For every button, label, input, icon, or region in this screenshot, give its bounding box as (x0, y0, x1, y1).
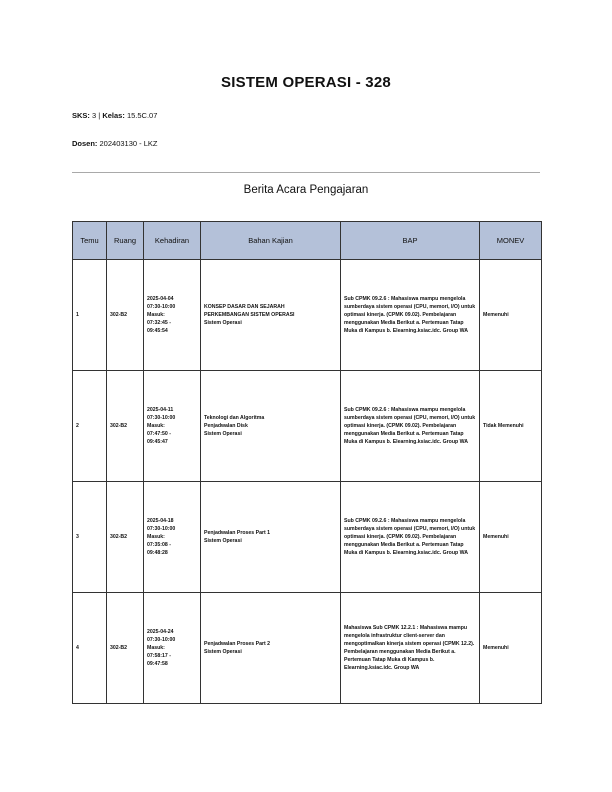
table-row (73, 482, 542, 593)
kehadiran-line: Masuk: (147, 311, 165, 318)
dosen-label: Dosen: (72, 139, 98, 148)
cell-monev: Tidak Memenuhi (480, 371, 542, 482)
section-title: Berita Acara Pengajaran (243, 184, 369, 196)
sks-value: 3 (92, 111, 97, 120)
cell-kehadiran (144, 260, 201, 371)
section-divider (72, 172, 540, 173)
cell-temu: 3 (73, 482, 107, 593)
cell-ruang: 302-B2 (107, 482, 144, 593)
kehadiran-line: Masuk: (147, 422, 165, 429)
kehadiran-line: 07:30-10:00 (147, 525, 176, 532)
cell-temu: 4 (73, 593, 107, 704)
kehadiran-line: 07:35:08 - (147, 542, 171, 549)
sks-kelas-line (72, 111, 157, 120)
cell-bap: Sub CPMK 09.2.6 : Mahasiswa mampu mengelola sumberdaya sistem operasi (CPU, memori, I/O) untuk optimasi kinerja. (CPMK 09.02). Pembelajaran menggunakan Media Berikut a. Pertemuan Tatap Muka di Kampus b. Elearning.ksiac.idc. Group WA (341, 371, 480, 482)
bahan-kajian-course: Sistem Operasi (204, 320, 242, 327)
cell-ruang: 302-B2 (107, 371, 144, 482)
meta-separator: | (98, 111, 101, 120)
kehadiran-line: 07:47:50 - (147, 431, 171, 438)
page-title: SISTEM OPERASI - 328 (221, 74, 391, 91)
kehadiran-line: 07:32:45 - (147, 320, 171, 327)
dosen-value: 202403130 - LKZ (99, 139, 158, 148)
cell-temu: 2 (73, 371, 107, 482)
kehadiran-line: 2025-04-24 (147, 628, 174, 635)
kelas-label: Kelas: (102, 111, 125, 120)
cell-kehadiran (144, 371, 201, 482)
cell-monev: Memenuhi (480, 593, 542, 704)
cell-bap: Sub CPMK 09.2.6 : Mahasiswa mampu mengelola sumberdaya sistem operasi (CPU, memori, I/O) untuk optimasi kinerja. (CPMK 09.02). Pembelajaran menggunakan Media Berikut a. Pertemuan Tatap Muka di Kampus b. Elearning.ksiac.idc. Group WA (341, 482, 480, 593)
bahan-kajian-line: KONSEP DASAR DAN SEJARAH (204, 303, 285, 310)
cell-bahan-kajian (201, 593, 341, 704)
kehadiran-line: Masuk: (147, 533, 165, 540)
bahan-kajian-line: PERKEMBANGAN SISTEM OPERASI (204, 311, 295, 318)
bahan-kajian-line: Teknologi dan Algoritma (204, 414, 265, 421)
kehadiran-line: 2025-04-04 (147, 295, 174, 302)
header-bap: BAP (341, 222, 480, 260)
kehadiran-line: 07:30-10:00 (147, 303, 176, 310)
kehadiran-line: 2025-04-11 (147, 406, 174, 413)
cell-monev: Memenuhi (480, 260, 542, 371)
cell-bap: Sub CPMK 09.2.6 : Mahasiswa mampu mengelola sumberdaya sistem operasi (CPU, memori, I/O) untuk optimasi kinerja. (CPMK 09.02). Pembelajaran menggunakan Media Berikut a. Pertemuan Tatap Muka di Kampus b. Elearning.ksiac.idc. Group WA (341, 260, 480, 371)
kehadiran-line: 09:48:28 (147, 550, 168, 557)
cell-bap: Mahasiswa Sub CPMK 12.2.1 : Mahasiswa mampu mengelola infrastruktur client-server dan mengoptimalkan kinerja sistem operasi (CPMK 12.2). Pembelajaran menggunakan Media Berikut a. Pertemuan Tatap Muka di Kampus b. Elearning.ksiac.idc. Group WA (341, 593, 480, 704)
cell-monev: Memenuhi (480, 482, 542, 593)
table-row (73, 371, 542, 482)
bahan-kajian-line: Penjadwalan Proses Part 1 (204, 529, 271, 536)
cell-bahan-kajian (201, 371, 341, 482)
header-ruang: Ruang (107, 222, 144, 260)
kehadiran-line: Masuk: (147, 644, 165, 651)
table-row (73, 593, 542, 704)
bahan-kajian-line: Penjadwalan Proses Part 2 (204, 640, 271, 647)
sks-label: SKS: (72, 111, 90, 120)
cell-bahan-kajian (201, 260, 341, 371)
header-bahan-kajian: Bahan Kajian (201, 222, 341, 260)
kehadiran-line: 07:30-10:00 (147, 414, 176, 421)
cell-ruang: 302-B2 (107, 260, 144, 371)
bap-table (72, 221, 542, 704)
table-row (73, 260, 542, 371)
kelas-value: 15.5C.07 (126, 111, 158, 120)
table-body (73, 260, 542, 704)
kehadiran-line: 2025-04-18 (147, 517, 174, 524)
bahan-kajian-course: Sistem Operasi (204, 649, 242, 655)
kehadiran-line: 07:58:17 - (147, 653, 171, 660)
cell-temu: 1 (73, 260, 107, 371)
table-header-row (73, 222, 542, 260)
dosen-line (72, 139, 157, 148)
kehadiran-line: 07:30-10:00 (147, 636, 176, 643)
bahan-kajian-course: Sistem Operasi (204, 538, 242, 544)
kehadiran-line: 09:47:58 (147, 661, 168, 668)
cell-kehadiran (144, 482, 201, 593)
header-kehadiran: Kehadiran (144, 222, 201, 260)
cell-ruang: 302-B2 (107, 593, 144, 704)
kehadiran-line: 09:45:47 (147, 439, 168, 446)
cell-kehadiran (144, 593, 201, 704)
cell-bahan-kajian (201, 482, 341, 593)
bahan-kajian-line: Penjadwalan Disk (204, 422, 248, 429)
kehadiran-line: 09:45:54 (147, 328, 168, 335)
header-monev: MONEV (480, 222, 542, 260)
bahan-kajian-course: Sistem Operasi (204, 431, 242, 438)
header-temu: Temu (73, 222, 107, 260)
